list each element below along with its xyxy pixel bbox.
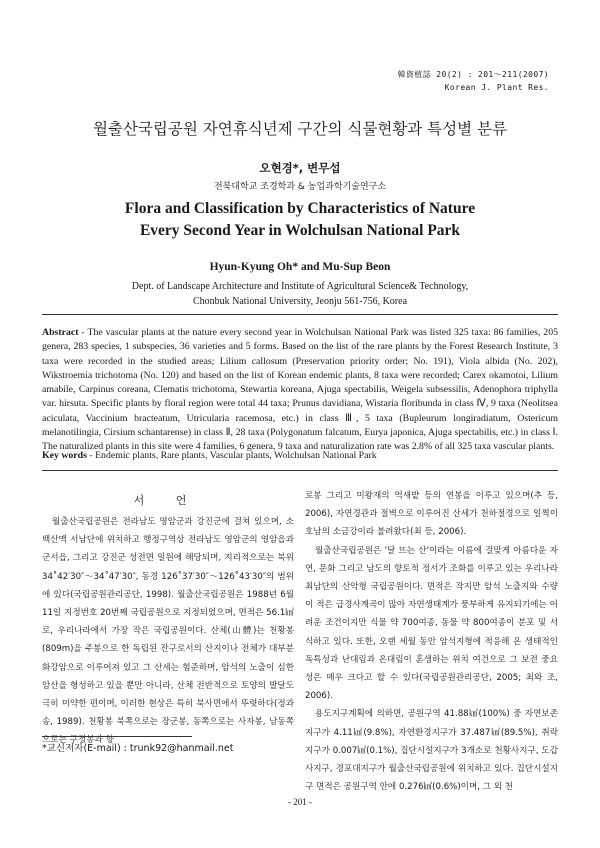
journal-name: Korean J. Plant Res. — [444, 83, 549, 92]
abstract-top-rule — [42, 314, 558, 315]
authors-english: Hyun-Kyung Oh* and Mu-Sup Beon — [209, 261, 391, 273]
affiliation-english-line2: Chonbuk National University, Jeonju 561-756, Korea — [192, 295, 408, 307]
right-paragraph-1: 로봉 그리고 미왕재의 억새밭 등의 연봉을 이루고 있으며(추 등, 2006), 자연경관과 절벽으로 이루어진 산세가 천하절경으로 일찍이 호남의 소금강이라 불려왔다(최 등, 2006). — [305, 491, 558, 538]
affiliation-korean: 전북대학교 조경학과 & 농업과학기술연구소 — [213, 182, 387, 192]
abstract-label: Abstract — [42, 327, 79, 338]
title-korean: 월출산국립공원 자연휴식년제 구간의 식물현황과 특성별 분류 — [93, 120, 507, 138]
title-english-line2: Every Second Year in Wolchulsan National Park — [139, 222, 461, 239]
authors-korean: 오현경*, 변무섭 — [259, 161, 341, 175]
journal-header — [397, 68, 549, 94]
title-english-line1: Flora and Classification by Characteristics of Nature — [124, 200, 476, 217]
keywords — [42, 450, 558, 461]
right-paragraph-3: 용도지구계획에 의하면, 공원구역 41.88㎢(100%) 중 자연보존지구가 4.11㎢(9.8%), 자연환경지구가 37.487㎢(89.5%), 취락지구가 0.007㎢(0.1%), 집단시설지구가 3개소로 천황사지구, 도갑사지구, 경포대지구가 월출산국립공원에 위치하고 있다. 집단시설지구 면적은 공원구역 안에 0.276㎢(0.6%)이며, 그 외 천 — [305, 709, 558, 793]
footnote-rule — [42, 736, 192, 737]
keywords-text: - Endemic plants, Rare plants, Vascular plants, Wolchulsan National Park — [86, 450, 377, 461]
affiliation-english — [60, 280, 540, 309]
section-title-introduction: 서 언 — [133, 494, 201, 507]
affiliation-english-line1: Dept. of Landscape Architecture and Institute of Agricultural Science& Technology, — [131, 281, 469, 292]
right-column — [305, 487, 558, 796]
keywords-bottom-rule — [42, 470, 558, 471]
left-paragraph-1: 월출산국립공원은 전라남도 영암군과 강진군에 걸쳐 있으며, 소백산맥 서남단에 위치하고 행정구역상 전라남도 영암군의 영암읍과 군서읍, 그리고 강진군 성전면 일원에 해당되며, 지리적으로는 북위 34˚42′30″～34˚47′30″, 동경 126˚37′30″～126˚43′30″의 범위에 있다(국립공원관리공단, 1998). 월출산국립공원은 1988년 6월 11일 지정번호 20번째 국립공원으로 지정되었으며, 면적은 56.1㎢로, 우리나라에서 가장 작은 국립공원이다. 산체(山體)는 천황봉(809m)을 주봉으로 한 독립된 잔구로서의 산지이나 전체가 대부분 화강암으로 이루어져 있고 그 산세는 험준하며, 암석의 노출이 심한 암산을 형성하고 있을 뿐만 아니라, 산체 전반적으로 토양의 발달도 극히 미약한 편이며, 이러한 현상은 특히 북사면에서 뚜렷하다(정과 송, 1989). 천황봉 북쪽으로는 장군봉, 동쪽으로는 사자봉, 남동쪽으로는 구정봉과 향 — [42, 517, 294, 746]
footnote-correspondence: *교신저자(E-mail) : trunk92@hanmail.net — [42, 743, 234, 754]
abstract-text: - The vascular plants at the nature every second year in Wolchulsan National Park was listed 325 taxa: 86 families, 205 genera, 283 species, 1 subspecies, 36 varieties and 5 forms. Based on the list of the rare plants by the Forest Research Institute, 3 taxa were recorded in the studied areas; Lilium callosum (Preservation priority order; No. 191), Viola albida (No. 202), Wikstroemia trichotoma (No. 120) and based on the list of Korean endemic plants, 8 taxa were recorded; Carex okamotoi, Lilium amabile, Carpinus coreana, Clematis trichotoma, Stewartia koreana, Ajuga spectabilis, Weigela subsessilis, Adenophora triphylla var. hirsuta. Specific plants by floral region were total 44 taxa; Prunus davidiana, Wistaria floribunda in class Ⅳ, 9 taxa (Neolitsea aciculata, Vaccinium bracteatum, Utricularia racemosa, etc.) in class Ⅲ, 5 taxa (Bupleurum longiradiatum, Ostericum melanotilingia, Cirsium schantarense) in class Ⅱ, 28 taxa (Polygonatum falcatum, Eurya japonica, Ajuga spectabilis, etc.) in class Ⅰ. The naturalized plants in this site were 4 families, 6 genera, 9 taxa and naturalization rate was 2.8% of all 325 taxa vascular plants. — [42, 327, 558, 453]
title-english — [60, 198, 540, 242]
journal-citation: 韓資植誌 20(2) : 201～211(2007) — [397, 70, 549, 79]
keywords-label: Key words — [42, 450, 87, 461]
abstract — [42, 326, 558, 455]
page-number: - 201 - — [288, 797, 312, 807]
left-column — [42, 513, 294, 750]
right-paragraph-2: 월출산국립공원은 '달 뜨는 산'이라는 이름에 걸맞게 아름다운 자연, 문화 그리고 남도의 향토적 정서가 조화를 이루고 있는 우리나라 최남단의 산악형 국립공원이다. 면적은 작지만 암석 노출지와 수량이 적은 급경사계곡이 많아 자연생태계가 풍부하게 유지되기에는 어려운 조건이지만 식물 약 700여종, 동물 약 800여종이 분포 및 서식하고 있다. 또한, 오랜 세월 동안 암석지형에 적응해 온 생태적인 독특성과 난대림과 온대림이 혼생하는 위치 여건으로 그 보전 중요성은 매우 크다고 할 수 있다(국립공원관리공단, 2005; 최와 조, 2006). — [305, 545, 558, 702]
